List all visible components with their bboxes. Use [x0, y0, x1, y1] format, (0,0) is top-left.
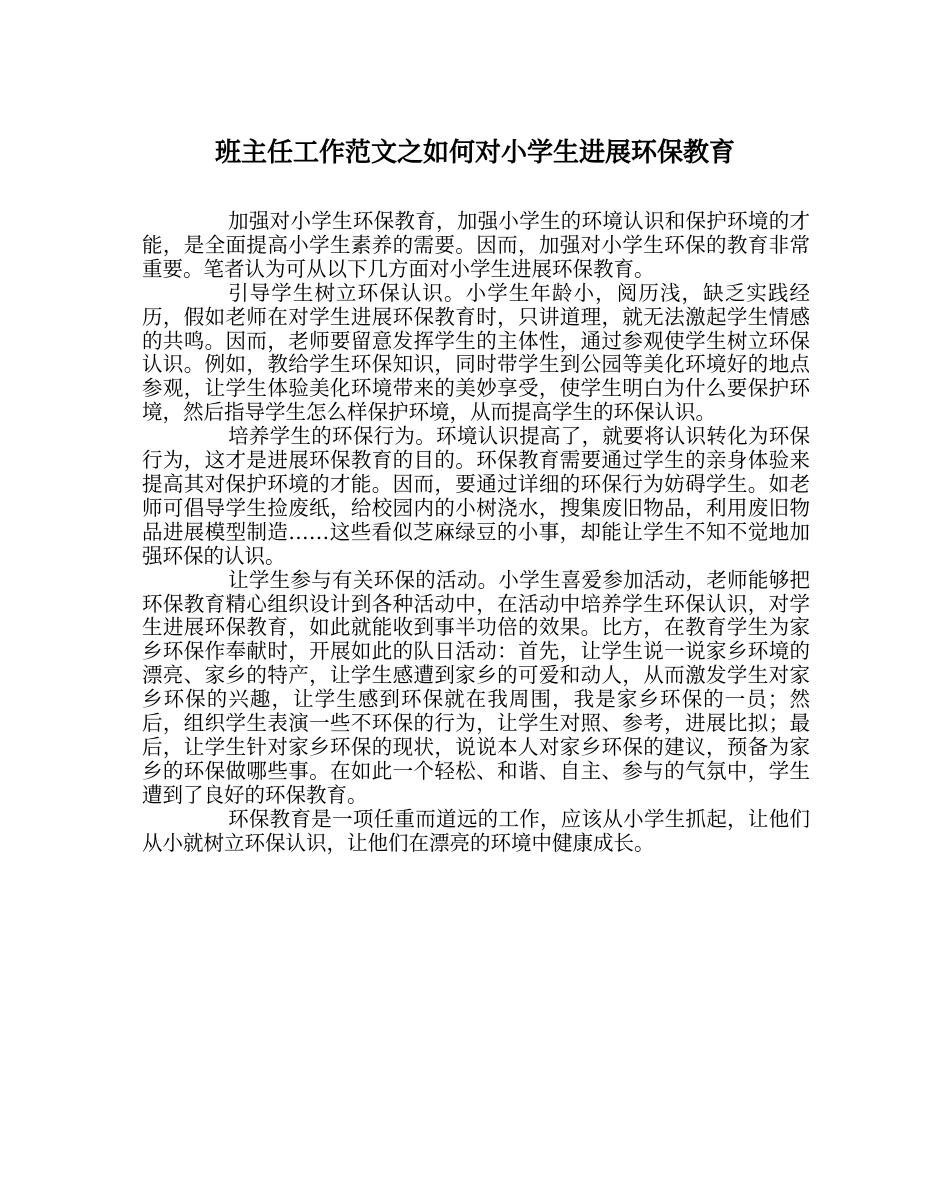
- paragraph-conclusion: 环保教育是一项任重而道远的工作，应该从小学生抓起，让他们从小就树立环保认识，让他们在漂亮的环境中健康成长。: [142, 806, 810, 855]
- paragraph-intro: 加强对小学生环保教育，加强小学生的环境认识和保护环境的才能，是全面提高小学生素养的需要。因而，加强对小学生环保的教育非常重要。笔者认为可从以下几方面对小学生进展环保教育。: [142, 209, 810, 281]
- document-title: 班主任工作范文之如何对小学生进展环保教育: [214, 138, 735, 168]
- paragraph-behavior: 培养学生的环保行为。环境认识提高了，就要将认识转化为环保行为，这才是进展环保教育的目的。环保教育需要通过学生的亲身体验来提高其对保护环境的才能。因而，要通过详细的环保行为妨碍学生。如老师可倡导学生捡废纸，给校园内的小树浇水，搜集废旧物品，利用废旧物品进展模型制造……这些看似芝麻绿豆的小事，却能让学生不知不觉地加强环保的认识。: [142, 424, 810, 568]
- paragraph-awareness: 引导学生树立环保认识。小学生年龄小，阅历浅，缺乏实践经历，假如老师在对学生进展环保教育时，只讲道理，就无法激起学生情感的共鸣。因而，老师要留意发挥学生的主体性，通过参观使学生树立环保认识。例如，教给学生环保知识，同时带学生到公园等美化环境好的地点参观，让学生体验美化环境带来的美妙享受，使学生明白为什么要保护环境，然后指导学生怎么样保护环境，从而提高学生的环保认识。: [142, 280, 810, 425]
- paragraph-activities: 让学生参与有关环保的活动。小学生喜爱参加活动，老师能够把环保教育精心组织设计到各种活动中，在活动中培养学生环保认识，对学生进展环保教育，如此就能收到事半功倍的效果。比方，在教育学生为家乡环保作奉献时，开展如此的队日活动：首先，让学生说一说家乡环境的漂亮、家乡的特产，让学生感遭到家乡的可爱和动人，从而激发学生对家乡环保的兴趣，让学生感到环保就在我周围，我是家乡环保的一员；然后，组织学生表演一些不环保的行为，让学生对照、参考，进展比拟；最后，让学生针对家乡环保的现状，说说本人对家乡环保的建议，预备为家乡的环保做哪些事。在如此一个轻松、和谐、自主、参与的气氛中，学生遭到了良好的环保教育。: [142, 567, 810, 807]
- document-body: [142, 210, 810, 855]
